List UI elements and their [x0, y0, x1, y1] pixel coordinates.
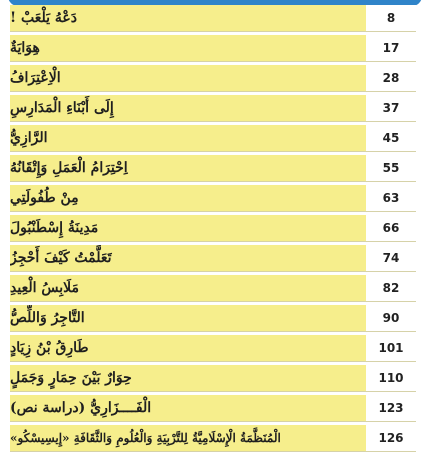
toc-row[interactable] — [10, 365, 416, 392]
lesson-title: تَعَلَّمْتُ كَيْفَ أَحْجِزُ — [10, 245, 366, 271]
lesson-title: هِوَايَةٌ — [10, 35, 366, 61]
lesson-title: مِنْ طُفُولَتِي — [10, 185, 366, 211]
page-number: 17 — [366, 35, 416, 61]
page-number: 8 — [366, 5, 416, 31]
page-number: 74 — [366, 245, 416, 271]
toc-row[interactable] — [10, 395, 416, 422]
toc-row[interactable] — [10, 275, 416, 302]
page-number: 90 — [366, 305, 416, 331]
lesson-title: الْاِعْتِرَافُ — [10, 65, 366, 91]
lesson-title: إِلَى أَبْنَاءِ الْمَدَارِسِ — [10, 95, 366, 121]
toc-row[interactable] — [10, 95, 416, 122]
lesson-title: حِوَارٌ بَيْنَ حِمَارٍ وَجَمَلٍ — [10, 365, 366, 391]
page-number: 55 — [366, 155, 416, 181]
page-number: 101 — [366, 335, 416, 361]
page-number: 110 — [366, 365, 416, 391]
page-number: 123 — [366, 395, 416, 421]
toc-row[interactable] — [10, 65, 416, 92]
page-number: 28 — [366, 65, 416, 91]
lesson-title: دَعْهُ يَلْعَبْ ! — [10, 5, 366, 31]
toc-row[interactable] — [10, 155, 416, 182]
lesson-title: الْفَــــزَارِيُّ (دراسة نص) — [10, 395, 366, 421]
toc-row[interactable] — [10, 125, 416, 152]
lesson-title: مَدِينَةُ إِسْطَنْبُولَ — [10, 215, 366, 241]
lesson-title: الرَّازِيُّ — [10, 125, 366, 151]
toc-row[interactable] — [10, 245, 416, 272]
page-number: 66 — [366, 215, 416, 241]
lesson-title: مَلَابِسُ الْعِيدِ — [10, 275, 366, 301]
toc-row[interactable] — [10, 425, 416, 452]
page-number: 126 — [366, 425, 416, 451]
toc-row[interactable] — [10, 335, 416, 362]
page-number: 82 — [366, 275, 416, 301]
toc-row[interactable] — [10, 305, 416, 332]
lesson-title: اِحْتِرَامُ الْعَمَلِ وَإِتْقَانُهُ — [10, 155, 366, 181]
toc-row[interactable] — [10, 35, 416, 62]
page-number: 45 — [366, 125, 416, 151]
toc-row[interactable] — [10, 5, 416, 32]
toc-row[interactable] — [10, 185, 416, 212]
page-number: 37 — [366, 95, 416, 121]
lesson-title: طَارِقُ بْنُ زِيَادٍ — [10, 335, 366, 361]
table-of-contents — [10, 5, 416, 455]
lesson-title: الْمُنَظَّمَةُ الْإِسْلَامِيَّةُ لِلتَّرْبِيَةِ وَالْعُلُومِ وَالثَّقَافَةِ «إِيسِيسْكُو» — [10, 425, 366, 451]
lesson-title: التَّاجِرُ وَاللِّصُّ — [10, 305, 366, 331]
page-number: 63 — [366, 185, 416, 211]
toc-row[interactable] — [10, 215, 416, 242]
